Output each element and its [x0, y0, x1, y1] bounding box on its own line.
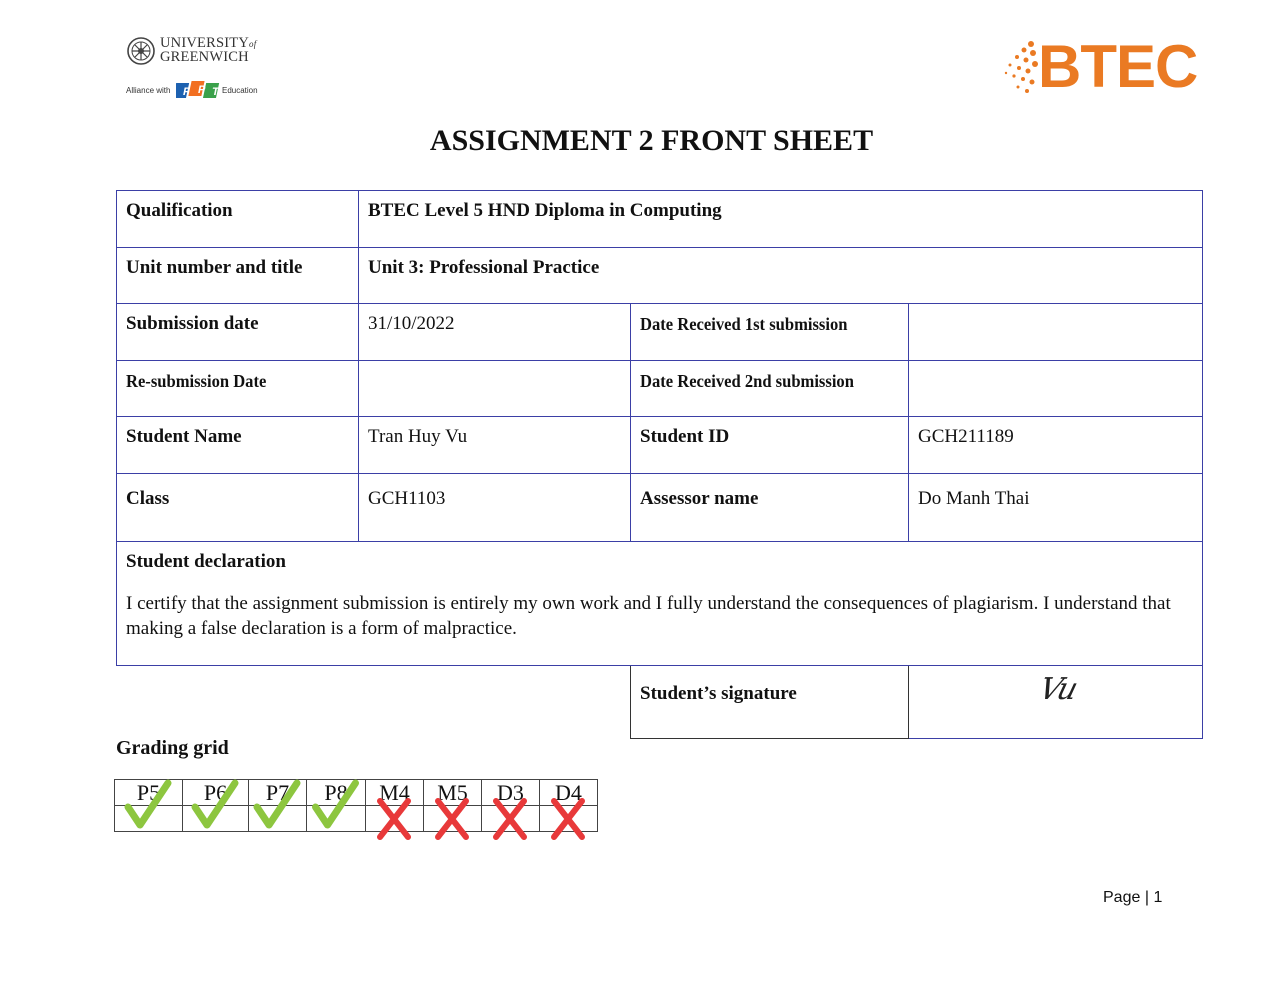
grid-code: P8 — [307, 780, 366, 806]
submission-date-value: 31/10/2022 — [359, 304, 631, 361]
front-sheet-table — [116, 190, 1203, 739]
row-class — [117, 474, 1203, 542]
fpt-logo-icon — [176, 79, 222, 101]
grid-code: M4 — [366, 780, 424, 806]
grid-code: P5 — [115, 780, 183, 806]
class-value: GCH1103 — [359, 474, 631, 542]
date-received-1-label: Date Received 1st submission — [640, 314, 848, 334]
page-separator: | — [1144, 889, 1149, 906]
submission-date-label: Submission date — [117, 304, 359, 361]
row-qualification — [117, 191, 1203, 248]
row-student — [117, 417, 1203, 474]
btec-logo — [1000, 33, 1198, 100]
row-resubmission — [117, 361, 1203, 417]
btec-dots-icon — [1000, 38, 1040, 98]
grid-cell — [307, 806, 366, 832]
btec-wordmark: BTEC — [1038, 33, 1198, 100]
unit-value: Unit 3: Professional Practice — [359, 248, 1203, 304]
grid-cell — [424, 806, 482, 832]
resubmission-date-label: Re-submission Date — [126, 371, 267, 391]
grid-cell — [540, 806, 598, 832]
signature-label-cell — [631, 666, 909, 739]
signature-label: Student’s signature — [640, 683, 797, 704]
page-number-value: 1 — [1153, 889, 1163, 906]
qualification-value: BTEC Level 5 HND Diploma in Computing — [359, 191, 1203, 248]
row-submission — [117, 304, 1203, 361]
alliance-badge — [126, 78, 266, 100]
grading-grid-title: Grading grid — [116, 737, 229, 759]
date-received-1-label-cell — [631, 304, 909, 361]
university-name — [160, 37, 256, 64]
declaration-cell — [117, 542, 1203, 666]
grid-cell — [115, 806, 183, 832]
grid-code: P6 — [183, 780, 249, 806]
resubmission-date-value — [359, 361, 631, 417]
grid-mark-row — [115, 806, 598, 832]
grid-cell — [249, 806, 307, 832]
student-name-value: Tran Huy Vu — [359, 417, 631, 474]
university-of: of — [249, 39, 257, 49]
grid-code: D3 — [482, 780, 540, 806]
university-greenwich-logo — [126, 34, 266, 104]
unit-label: Unit number and title — [117, 248, 359, 304]
greenwich-seal-icon — [126, 36, 156, 66]
date-received-2-label: Date Received 2nd submission — [640, 371, 854, 391]
assessor-value: Do Manh Thai — [909, 474, 1203, 542]
university-line2: GREENWICH — [160, 49, 249, 65]
grid-cell — [366, 806, 424, 832]
grid-code: M5 — [424, 780, 482, 806]
qualification-label: Qualification — [117, 191, 359, 248]
svg-text:T: T — [212, 86, 219, 98]
student-name-label: Student Name — [117, 417, 359, 474]
university-line1: UNIVERSITY — [160, 35, 249, 51]
svg-text:P: P — [198, 84, 206, 96]
student-id-label: Student ID — [631, 417, 909, 474]
grid-code: P7 — [249, 780, 307, 806]
alliance-suffix: Education — [222, 86, 258, 95]
date-received-2-label-cell — [631, 361, 909, 417]
grid-cell — [482, 806, 540, 832]
signature-spacer — [117, 666, 631, 739]
assessor-label: Assessor name — [631, 474, 909, 542]
student-signature: Vu — [1035, 672, 1080, 707]
grading-grid — [114, 779, 598, 832]
student-id-value: GCH211189 — [909, 417, 1203, 474]
grid-cell — [183, 806, 249, 832]
alliance-prefix: Alliance with — [126, 86, 171, 95]
page-number — [1103, 889, 1162, 907]
grid-code: D4 — [540, 780, 598, 806]
svg-text:F: F — [183, 86, 190, 98]
declaration-label: Student declaration — [126, 551, 286, 572]
resubmission-date-label-cell — [117, 361, 359, 417]
row-unit — [117, 248, 1203, 304]
class-label: Class — [117, 474, 359, 542]
row-declaration — [117, 542, 1203, 666]
date-received-2-value — [909, 361, 1203, 417]
grid-header-row — [115, 780, 598, 806]
document-title: ASSIGNMENT 2 FRONT SHEET — [429, 124, 874, 157]
page-label: Page — [1103, 889, 1141, 906]
declaration-text: I certify that the assignment submission is entirely my own work and I fully understand the consequences of plagiarism. I understand that making a false declaration is a form of malpractice. — [126, 593, 1171, 639]
date-received-1-value — [909, 304, 1203, 361]
